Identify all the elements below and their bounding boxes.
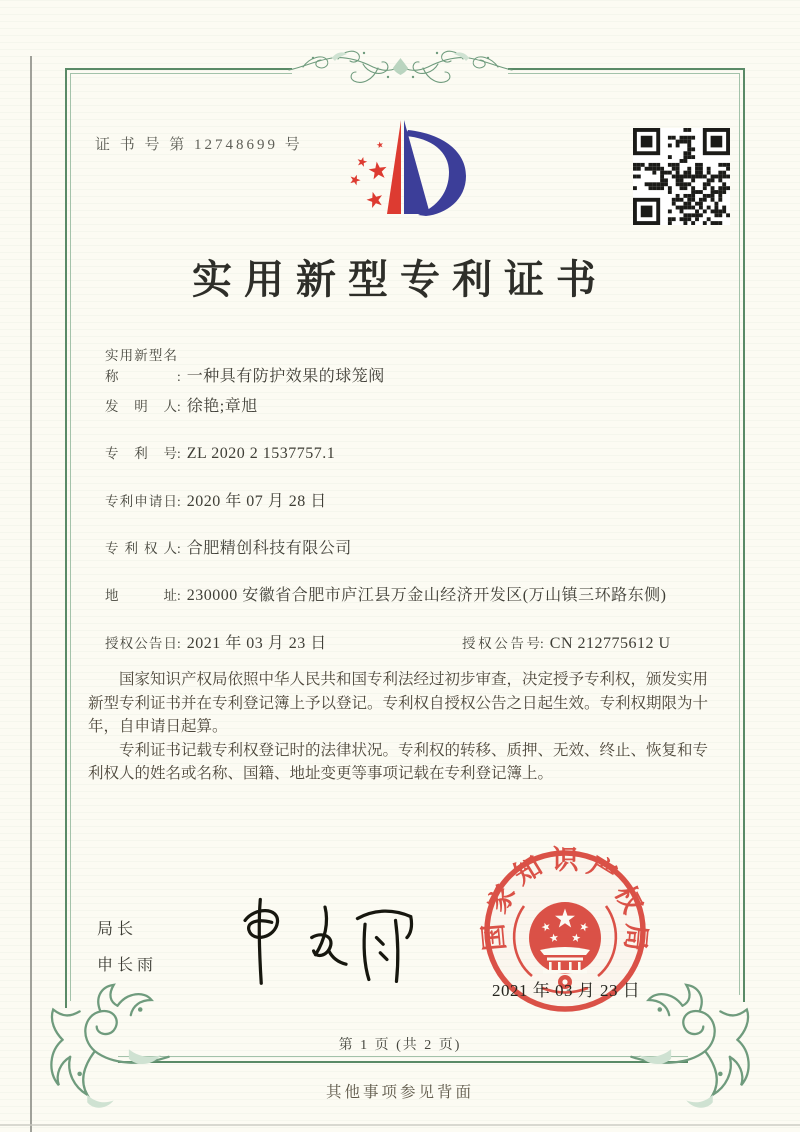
field-label: 发明人 [105, 399, 177, 414]
field-label: 实用新型名称 [105, 348, 177, 384]
field-row-address: 地址: 230000 安徽省合肥市庐江县万金山经济开发区(万山镇三环路东侧) [105, 584, 706, 609]
field-label: 授权公告日 [105, 636, 177, 651]
legal-paragraph-1: 国家知识产权局依照中华人民共和国专利法经过初步审查，决定授予专利权，颁发实用新型专利证书并在专利登记簿上予以登记。专利权自授权公告之日起生效。专利权期限为十年，自申请日起算。 [88, 671, 709, 736]
seal-date: 2021 年 03 月 23 日 [492, 981, 641, 1000]
field-value: ZL 2020 2 1537757.1 [186, 445, 336, 462]
field-row-patent-no: 专利号: ZL 2020 2 1537757.1 [105, 442, 706, 467]
page-indicator: 第 1 页 (共 2 页) [338, 1038, 462, 1053]
certificate-number: 证 书 号 第 12748699 号 [95, 137, 303, 153]
top-ornament [288, 38, 513, 104]
document-title: 实用新型专利证书 [192, 257, 608, 302]
seal-ring-text: 国家知识产权局 [478, 844, 652, 952]
field-row-patentee: 专利权人: 合肥精创科技有限公司 [105, 537, 706, 562]
field-label: 专利申请日 [105, 494, 177, 509]
field-value: 徐艳;章旭 [186, 398, 258, 415]
field-value: 合肥精创科技有限公司 [186, 540, 352, 557]
legal-text [88, 668, 710, 786]
field-value: 一种具有防护效果的球笼阀 [186, 367, 385, 385]
field-label: 地址 [105, 588, 177, 603]
qr-code [633, 128, 730, 225]
field-row-filing-date: 专利申请日: 2020 年 07 月 28 日 [105, 490, 706, 515]
legal-paragraph-2: 专利证书记载专利权登记时的法律状况。专利权的转移、质押、无效、终止、恢复和专利权人的姓名或名称、国籍、地址变更等事项记载在专利登记簿上。 [88, 741, 709, 783]
field-label: 专利号 [105, 446, 177, 461]
field-row-grant: 授权公告日: 2021 年 03 月 23 日 授权公告号: CN 212775612 U [105, 632, 706, 657]
field-value: 230000 安徽省合肥市庐江县万金山经济开发区(万山镇三环路东侧) [186, 587, 667, 604]
field-grant-number: 授权公告号: CN 212775612 U [462, 632, 671, 657]
director-signature [226, 884, 426, 994]
cnipa-logo-icon [332, 110, 482, 235]
field-value: 2020 年 07 月 28 日 [186, 493, 327, 510]
field-label: 专利权人 [105, 541, 177, 556]
field-row-inventor: 发明人: 徐艳;章旭 [105, 395, 706, 420]
field-value: 2021 年 03 月 23 日 [186, 635, 327, 652]
officer-title: 局长 [97, 921, 138, 938]
field-label: 授权公告号 [462, 636, 540, 651]
back-note: 其他事项参见背面 [325, 1084, 474, 1101]
field-value: CN 212775612 U [549, 635, 671, 652]
officer-name: 申长雨 [97, 957, 158, 974]
corner-ornament-left [38, 983, 180, 1125]
field-row-name: 实用新型名称 : 一种具有防护效果的球笼阀 [105, 346, 706, 390]
scan-edge-shadow [30, 56, 32, 1132]
